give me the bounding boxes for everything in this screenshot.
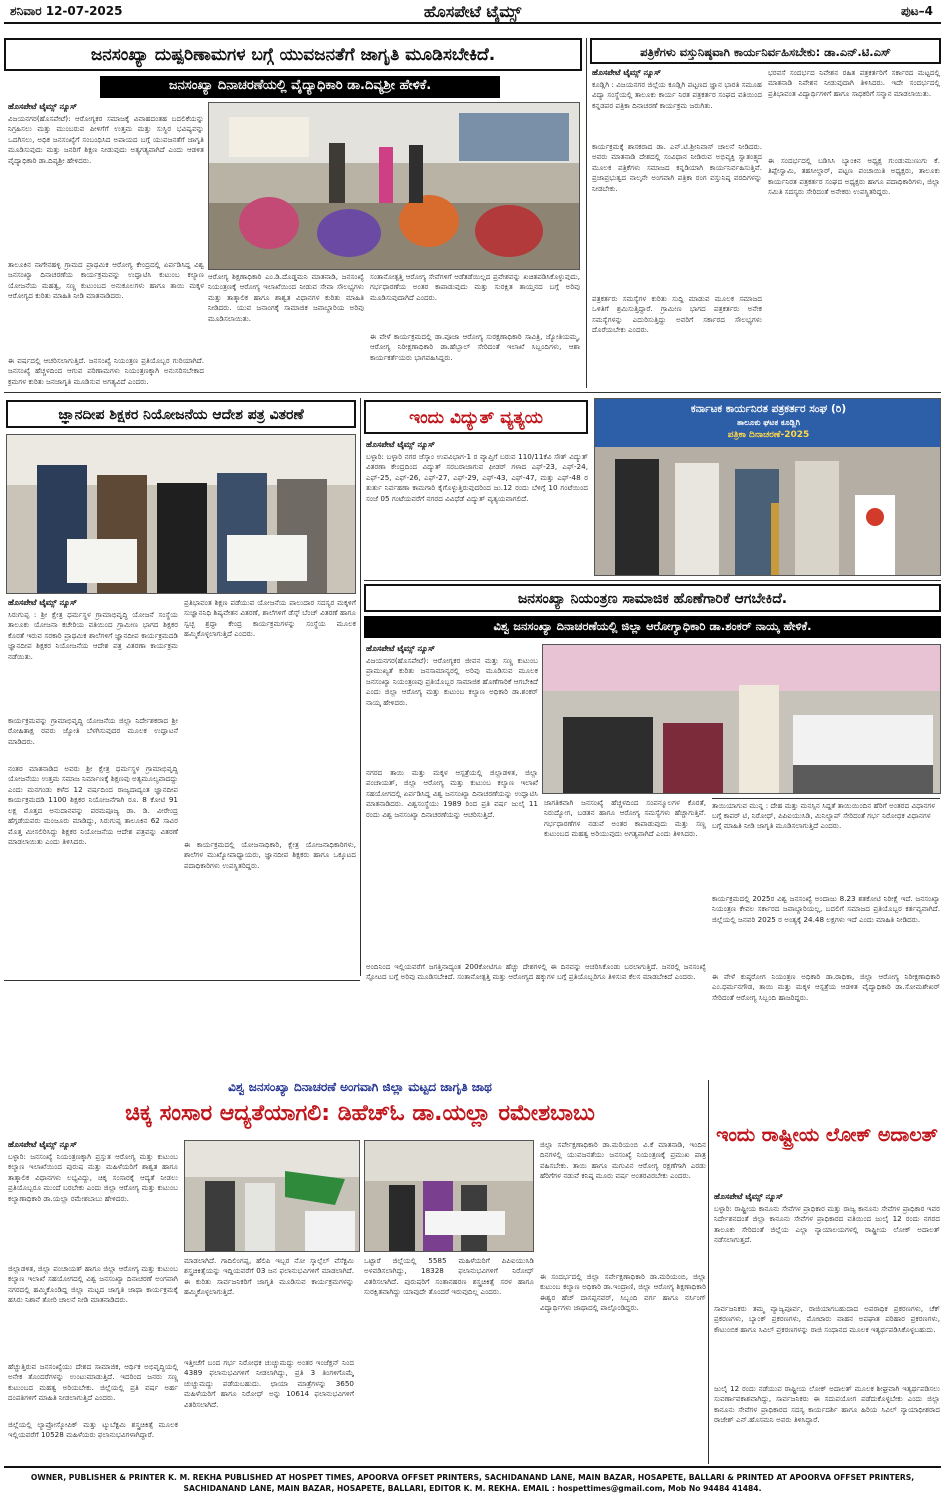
story6-paragraph: ಈ ಸಂದರ್ಭದಲ್ಲಿ ಜಿಲ್ಲಾ ಸರ್ವೇಕ್ಷಣಾಧಿಕಾರಿ ಡಾ.ಮರಿಯಂಬಿ, ಜಿಲ್ಲಾ ಕುಟುಂಬ ಕಲ್ಯಾಣ ಅಧಿಕಾರಿ ಡಾ.ಇಂದ್ರಾಣಿ, ಜಿಲ್ಲಾ ಆರೋಗ್ಯ ಶಿಕ್ಷಣಾಧಿಕಾರಿ ಈಶ್ವರ ಹೆಚ್ ದಾಸಪ್ಪನವರ್, ಸಿಬ್ಬಂದಿ ವರ್ಗ ಹಾಗೂ ನರ್ಸಿಂಗ್ ವಿದ್ಯಾರ್ಥಿಗಳು ಜಾಥಾದಲ್ಲಿ ಪಾಲ್ಗೊಂಡಿದ್ದರು. xyxy=(540,1272,706,1313)
column-rule xyxy=(360,398,361,976)
story2-paragraph: ಈ ಸಂದರ್ಭದಲ್ಲಿ ಬಡಿಸಿಸಿ ಬ್ಯಾಂಕಿನ ಅಧ್ಯಕ್ಷ ಗುಂಡುಮುಣುಗು ಕೆ. ತಿಪ್ಪೇಸ್ವಾಮಿ, ತಹಸೀಲ್ದಾರ್, ಪಟ್ಟಣ ಪಂಚಾಯಿತಿ ಅಧ್ಯಕ್ಷರು, ತಾಲೂಕು ಕಾರ್ಯನಿರತ ಪತ್ರಕರ್ತರ ಸಂಘದ ಅಧ್ಯಕ್ಷರು ಹಾಗೂ ಪದಾಧಿಕಾರಿಗಳು, ಜಿಲ್ಲಾ ಸಮಿತಿ ಸದಸ್ಯರು ಸೇರಿದಂತೆ ಅನೇಕರು ಉಪಸ್ಥಿತರಿದ್ದರು. xyxy=(768,156,940,197)
story3-paragraph: ನಂತರ ಮಾತನಾಡಿದ ಅವರು ಶ್ರೀ ಕ್ಷೇತ್ರ ಧರ್ಮಸ್ಥಳ ಗ್ರಾಮಾಭಿವೃದ್ಧಿ ಯೋಜನೆಯು ಉತ್ತಮ ಸಮಾಜ ನಿರ್ಮಾಣಕ್ಕೆ ಶಿಕ್ಷಣವು ಅತ್ಯಮೂಲ್ಯವಾದದ್ದು ಎಂದು ಮನಗಂಡು ಕಳೆದ 12 ವರ್ಷದಿಂದ ರಾಜ್ಯದಾದ್ಯಂತ ಜ್ಞಾನದೀಪ ಕಾರ್ಯಕ್ರಮದಡಿ 1100 ಶಿಕ್ಷಕರ ನಿಯೋಜನೆಗಾಗಿ ರೂ. 8 ಕೋಟಿ 91 ಲಕ್ಷ ಮೊತ್ತದ ಅನುದಾನವನ್ನು ಪರಮಪೂಜ್ಯ ಡಾ. ಡಿ. ವೀರೇಂದ್ರ ಹೆಗ್ಗಡೆಯವರು ಮಂಜೂರು ಮಾಡಿದ್ದು, ಸಿರುಗುಪ್ಪ ತಾಲೂಕಿನ 62 ಸಾವಿರ ಮೊತ್ತ ಮೀಸಲಿರಿಸಿದ್ದು ಶಿಕ್ಷಕರ ನಿಯೋಜನೆಯ ಆದೇಶ ಪತ್ರವನ್ನು ವಿತರಣೆ ಮಾಡಲಾಯಿತು ಎಂದು ತಿಳಿಸಿದರು. xyxy=(8,764,178,847)
journalists-day-photo xyxy=(594,398,941,576)
flag-off-photo xyxy=(185,1141,360,1252)
story3-byline: ಹೊಸಪೇಟೆ ಟೈಮ್ಸ್ ನ್ಯೂಸ್ xyxy=(8,598,77,607)
banner-line3: ಪತ್ರಿಕಾ ದಿನಾಚರಣೆ-2025 xyxy=(727,430,810,440)
story1-paragraph: ತಾಲೂಕಿನ ನಾಗೇನಹಳ್ಳಿ ಗ್ರಾಮದ ಪ್ರಾಥಮಿಕ ಆರೋಗ್ಯ ಕೇಂದ್ರದಲ್ಲಿ ಏರ್ಪಡಿಸಿದ್ದ ವಿಶ್ವ ಜನಸಂಖ್ಯಾ ದಿನಾಚರಣೆಯ ಕಾರ್ಯಕ್ರಮವನ್ನು ಉದ್ಘಾಟಿಸಿ ಕುಟುಂಬ ಕಲ್ಯಾಣ ಯೋಜನೆಯ ಮಹತ್ವ, ಸಣ್ಣ ಕುಟುಂಬದ ಅನುಕೂಲಗಳು ಹಾಗೂ ತಾಯಿ ಮಕ್ಕಳ ಆರೋಗ್ಯದ ಕುರಿತು ಮಾಹಿತಿ ನೀಡಿ ಮಾತನಾಡಿದರು. xyxy=(8,260,204,301)
health-awareness-meeting-photo xyxy=(209,103,580,270)
story6-paragraph: ಬಳ್ಳಾರಿ: ಜನಸಂಖ್ಯೆ ನಿಯಂತ್ರಣಕ್ಕಾಗಿ ಪ್ರಸ್ತುತ ಆರೋಗ್ಯ ಮತ್ತು ಕುಟುಂಬ ಕಲ್ಯಾಣ ಇಲಾಖೆಯಿಂದ ಪುರುಷ ಮತ್ತು ಮಹಿಳೆಯರಿಗೆ ಶಾಶ್ವತ ಹಾಗೂ ತಾತ್ಕಾಲಿಕ ವಿಧಾನಗಳು ಲಭ್ಯವಿದ್ದು, ಚಿಕ್ಕ ಸಂಸಾರಕ್ಕೆ ಆದ್ಯತೆ ನೀಡಲು ಪ್ರತಿಯೊಬ್ಬರೂ ಮುಂದೆ ಬರಬೇಕು ಎಂದು ಜಿಲ್ಲಾ ಆರೋಗ್ಯ ಮತ್ತು ಕುಟುಂಬ ಕಲ್ಯಾಣಾಧಿಕಾರಿ ಡಾ.ಯಲ್ಲಾ ರಮೇಶಬಾಬು ಹೇಳಿದರು. xyxy=(8,1152,178,1203)
banner-line2: ತಾಲೂಕು ಘಟಕ ಕೂಡ್ಲಿಗಿ xyxy=(737,418,800,427)
story5-paragraph: ಈ ವೇಳೆ ಕುಷ್ಠರೋಗ ನಿಯಂತ್ರಣ ಅಧಿಕಾರಿ ಡಾ.ರಾಧಿಕಾ, ಜಿಲ್ಲಾ ಆರೋಗ್ಯ ನಿರೀಕ್ಷಣಾಧಿಕಾರಿ ಎಂ.ಧರ್ಮನಗೌಡ, ತಾಯಿ ಮತ್ತು ಮಕ್ಕಳ ಆಸ್ಪತ್ರೆಯ ಆಡಳಿತ ವೈದ್ಯಾಧಿಕಾರಿ ಡಾ.ಸೋಮಶೇಖರ್ ಸೇರಿದಂತೆ ಆರೋಗ್ಯ ಸಿಬ್ಬಂದಿ ಹಾಜರಿದ್ದರು. xyxy=(712,972,940,1002)
story1-paragraph: ವಿಜಯನಗರ(ಹೊಸಪೇಟೆ): ಆರೋಗ್ಯಕರ ಸಮಾಜಕ್ಕೆ ವಿವಾಹದಂತಹ ಬದಲಿಕೆಯನ್ನು ನಿಗ್ರಹಿಸಲು ಮತ್ತು ಮುಂಬರುವ ಪೀಳಿಗೆಗೆ ಉತ್ತಮ ಮತ್ತು ಸುಸ್ಥಿರ ಭವಿಷ್ಯವನ್ನು ಒದಗಿಸಲು, ಅಧಿಕ ಜನಸಂಖ್ಯೆಗೆ ಸಂಬಂಧಿಸಿದ ಅಪಾಯದ ಬಗ್ಗೆ ಯುವಜನತೆಗೆ ಜಾಗೃತಿ ಮೂಡಿಸುವುದು ಮತ್ತು ಜನರಿಗೆ ಶಿಕ್ಷಣ ನೀಡುವುದು ಅತ್ಯಗತ್ಯವಾಗಿದೆ ಎಂದು ಆಡಳಿತ ವೈದ್ಯಾಧಿಕಾರಿ ಡಾ.ದಿವ್ಯಶ್ರೀ ಹೇಳಿದರು. xyxy=(8,114,204,165)
story1-photo xyxy=(208,102,580,270)
imprint-line1: OWNER, PUBLISHER & PRINTER K. M. REKHA PUBLISHED AT HOSPET TIMES, APOORVA OFFSET PRINTERS, SACHIDANAND LANE, MAIN BAZAR, HOSAPETE, BALLARI & PRINTED AT APOORVA OFFSET PRINTERS, xyxy=(30,1473,915,1482)
story5-headline: ಜನಸಂಖ್ಯಾ ನಿಯಂತ್ರಣ ಸಾಮಾಜಿಕ ಹೊಣೆಗಾರಿಕೆ ಆಗಬೇಕಿದೆ. xyxy=(364,584,941,612)
story2-headline: ಪತ್ರಿಕೆಗಳು ವಸ್ತುನಿಷ್ಠವಾಗಿ ಕಾರ್ಯನಿರ್ವಹಿಸಬೇಕು: ಡಾ.ಎನ್.ಟಿ.ಎಸ್ xyxy=(590,38,941,64)
story4-paragraph: ಬಳ್ಳಾರಿ: ಬಳ್ಳಾರಿ ನಗರ ಜೆಸ್ಕಾಂ ಉಪವಿಭಾಗ-1 ರ ವ್ಯಾಪ್ತಿಗೆ ಬರುವ 110/11ಕೆವಿ ಸೌತ್ ವಿದ್ಯುತ್ ವಿತರಣಾ ಕೇಂದ್ರದಿಂದ ವಿದ್ಯುತ್ ಸರಬರಾಜಾಗುವ ಫೀಡರ್ ಗಳಾದ ಎಫ್-23, ಎಫ್-24, ಎಫ್-25, ಎಫ್-26, ಎಫ್-27, ಎಫ್-29, ಎಫ್-43, ಎಫ್-47, ಮತ್ತು ಎಫ್-48 ರ ತುರ್ತು ನಿರ್ವಹಣಾ ಕಾಮಗಾರಿ ಕೈಗೊಳ್ಳುತ್ತಿರುವುದರಿಂದ ಜು.12 ರಂದು ಬೆಳಿಗ್ಗೆ 10 ಗಂಟೆಯಿಂದ ಸಂಜೆ 05 ಗಂಟೆಯವರೆಗೆ ನಗರದ ವಿವಿಧೆಡೆ ವಿದ್ಯುತ್ ವ್ಯತ್ಯಯವಾಗಲಿದೆ. xyxy=(366,452,588,503)
banner-line1: ಕರ್ನಾಟಕ ಕಾರ್ಯನಿರತ ಪತ್ರಕರ್ತರ ಸಂಘ (ರಿ) xyxy=(690,403,847,415)
story5-photo xyxy=(542,644,941,794)
story1-paragraph: ಈ ವರ್ಷದಲ್ಲಿ ಆಚರಿಸಲಾಗುತ್ತಿದೆ. ಜನಸಂಖ್ಯೆ ನಿಯಂತ್ರಣ ಪ್ರತಿಯೊಬ್ಬರ ಗುರಿಯಾಗಿದೆ. ಜನಸಂಖ್ಯೆ ಹೆಚ್ಚಳದಿಂದ ಆಗುವ ಪರಿಣಾಮಗಳು ನಿಯಂತ್ರಣಕ್ಕಾಗಿ ಅನುಸರಿಸಬೇಕಾದ ಕ್ರಮಗಳ ಕುರಿತು ಜನಜಾಗೃತಿ ಮೂಡಿಸುವ ಅಗತ್ಯವಿದೆ ಎಂದರು. xyxy=(8,356,204,386)
story6-paragraph: ಒಟ್ಟಾರೆ ಜಿಲ್ಲೆಯಲ್ಲಿ 5585 ಮಹಿಳೆಯರಿಗೆ ಪಿಪಿಐಯುಸಿಡಿ ಅಳವಡಿಸಲಾಗಿದ್ದು, 18328 ಫಲಾನುಭವಿಗಳಿಗೆ ನಿರೋಧ್ ವಿತರಿಸಲಾಗಿದೆ. ಪುರುಷರಿಗೆ ಸಂತಾನಹರಣ ಶಸ್ತ್ರಚಿಕಿತ್ಸೆ ಸರಳ ಹಾಗೂ ಸುರಕ್ಷಿತವಾಗಿದ್ದು ಯಾವುದೇ ತೊಂದರೆ ಇರುವುದಿಲ್ಲ ಎಂದರು. xyxy=(364,1256,534,1297)
imprint-line2: SACHIDANAND LANE, MAIN BAZAR, HOSAPETE, BALLARI, EDITOR K. M. REKHA. EMAIL : hospettimes@gmail.com, Mob No 94484 41484. xyxy=(183,1484,762,1494)
newspaper-title: ಹೊಸಪೇಟೆ ಟೈಮ್ಸ್ xyxy=(423,2,522,21)
page-number: ಪುಟ–4 xyxy=(901,4,933,18)
story1-byline: ಹೊಸಪೇಟೆ ಟೈಮ್ಸ್ ನ್ಯೂಸ್ xyxy=(8,102,77,111)
story7-paragraph: ಜುಲೈ 12 ರಂದು ನಡೆಯುವ ರಾಷ್ಟ್ರೀಯ ಲೋಕ್ ಅದಾಲತ್ ಮೂಲಕ ಶೀಘ್ರವಾಗಿ ಇತ್ಯರ್ಥಪಡಿಸಲು ಸುವರ್ಣಾವಕಾಶವಾಗಿದ್ದು, ಸಾರ್ವಜನಿಕರು ಈ ಸದುಪಯೋಗ ಪಡೆದುಕೊಳ್ಳಬೇಕು ಎಂದು ಜಿಲ್ಲಾ ಕಾನೂನು ಸೇವೆಗಳ ಪ್ರಾಧಿಕಾರದ ಸದಸ್ಯ ಕಾರ್ಯದರ್ಶಿ ಹಾಗೂ ಹಿರಿಯ ಸಿವಿಲ್ ನ್ಯಾಯಾಧೀಶರಾದ ರಾಜೇಶ್ ಎನ್.ಹೊಸಮನಿ ಅವರು ತಿಳಿಸಿದ್ದಾರೆ. xyxy=(714,1384,940,1425)
story4-byline: ಹೊಸಪೇಟೆ ಟೈಮ್ಸ್ ನ್ಯೂಸ್ xyxy=(366,440,435,449)
story2-paragraph: ಕೂಡ್ಲಿಗಿ : ವಿಜಯನಗರ ಜಿಲ್ಲೆಯ ಕೂಡ್ಲಿಗಿ ಪಟ್ಟಣದ ಜ್ಞಾನ ಭಾರತಿ ಸಮೂಹ ವಿದ್ಯಾ ಸಂಸ್ಥೆಯಲ್ಲಿ ತಾಲೂಕು ಕಾರ್ಯ ನಿರತ ಪತ್ರಕರ್ತರ ಸಂಘದ ವತಿಯಿಂದ ಕನ್ನಡಪರ ಪತ್ರಿಕಾ ದಿನಾಚರಣೆ ಕಾರ್ಯಕ್ರಮ ಜರುಗಿತು. xyxy=(592,80,762,110)
issue-date: ಶನಿವಾರ 12-07-2025 xyxy=(10,4,123,18)
story3-photo xyxy=(6,434,356,594)
story5-paragraph: ವಿಜಯನಗರ(ಹೊಸಪೇಟೆ): ಆರೋಗ್ಯಕರ ಜೀವನ ಮತ್ತು ಸಣ್ಣ ಕುಟುಂಬ ಪ್ರಾಮುಖ್ಯತೆ ಕುರಿತು ಜನಸಾಮಾನ್ಯರಲ್ಲಿ ಅರಿವು ಮೂಡಿಸುವ ಮೂಲಕ ಜನಸಂಖ್ಯಾ ನಿಯಂತ್ರಣವು ಪ್ರತಿಯೊಬ್ಬರ ಸಾಮಾಜಿಕ ಹೊಣೆಗಾರಿಕೆ ಆಗಬೇಕಿದೆ ಎಂದು ಜಿಲ್ಲಾ ಆರೋಗ್ಯ ಮತ್ತು ಕುಟುಂಬ ಕಲ್ಯಾಣ ಅಧಿಕಾರಿ ಡಾ.ಶಂಕರ್ ನಾಯ್ಕ ಹೇಳಿದರು. xyxy=(366,656,538,707)
story6-headline: ಚಿಕ್ಕ ಸಂಸಾರ ಆದ್ಯತೆಯಾಗಲಿ: ಡಿಹೆಚ್‌ಓ ಡಾ.ಯಲ್ಲಾ ರಮೇಶಬಾಬು xyxy=(125,1101,595,1126)
column-rule xyxy=(708,1080,709,1464)
imprint-footer xyxy=(4,1466,941,1500)
story6-paragraph: ಜಿಲ್ಲೆಯಲ್ಲಿ ಲ್ಯಾಪ್ರೋಸ್ಕೋಪಿಕ್ ಮತ್ತು ಟ್ಯುಬೆಕ್ಟಮಿ ಶಸ್ತ್ರಚಿಕಿತ್ಸೆ ಮೂಲಕ ಇಲ್ಲಿಯವರೆಗೆ 10528 ಮಹಿಳೆಯರು ಫಲಾನುಭವಿಗಳಾಗಿದ್ದಾರೆ. xyxy=(8,1420,178,1440)
story6-photo-right xyxy=(364,1140,534,1252)
story1-paragraph: ಆರೋಗ್ಯ ಶಿಕ್ಷಣಾಧಿಕಾರಿ ಎಂ.ಡಿ.ದೊಡ್ಡಮನಿ ಮಾತನಾಡಿ, ಜನಸಂಖ್ಯೆ ನಿಯಂತ್ರಣಕ್ಕೆ ಆರೋಗ್ಯ ಇಲಾಖೆಯಿಂದ ನೀಡುವ ಸೇವಾ ಸೌಲಭ್ಯಗಳು ಮತ್ತು ತಾತ್ಕಾಲಿಕ ಹಾಗೂ ಶಾಶ್ವತ ವಿಧಾನಗಳ ಕುರಿತು ಮಾಹಿತಿ ನೀಡಿದರು. ಯುವ ಜನಾಂಗಕ್ಕೆ ಸಾಮಾಜಿಕ ಜವಾಬ್ದಾರಿಯ ಅರಿವು ಮೂಡಿಸಲಾಯಿತು. xyxy=(208,272,364,323)
section-rule xyxy=(364,580,941,581)
story1-subhead: ಜನಸಂಖ್ಯಾ ದಿನಾಚರಣೆಯಲ್ಲಿ ವೈದ್ಯಾಧಿಕಾರಿ ಡಾ.ದಿವ್ಯಶ್ರೀ ಹೇಳಿಕೆ. xyxy=(100,76,500,98)
story5-byline: ಹೊಸಪೇಟೆ ಟೈಮ್ಸ್ ನ್ಯೂಸ್ xyxy=(366,644,435,653)
story5-paragraph: ಕಾರ್ಯಕ್ರಮದಲ್ಲಿ 2025ರ ವಿಶ್ವ ಜನಸಂಖ್ಯೆ ಅಂದಾಜು 8.23 ಶತಕೋಟಿ ನಿರೀಕ್ಷೆ ಇದೆ. ಜನಸಂಖ್ಯಾ ನಿಯಂತ್ರಣ ಕೇವಲ ಸರ್ಕಾರದ ಜವಾಬ್ದಾರಿಯಲ್ಲ, ಬದಲಿಗೆ ಸಮಾಜದ ಪ್ರತಿಯೊಬ್ಬರ ಕರ್ತವ್ಯವಾಗಿದೆ. ಜಿಲ್ಲೆಯಲ್ಲಿ ಜನವರಿ 2025 ರ ಅಂತ್ಯಕ್ಕೆ 24.48 ಲಕ್ಷಗಳು ಇದೆ ಎಂದು ಮಾಹಿತಿ ನೀಡಿದರು. xyxy=(712,894,940,924)
story3-paragraph: ಈ ಕಾರ್ಯಕ್ರಮದಲ್ಲಿ ಯೋಜನಾಧಿಕಾರಿ, ಕ್ಷೇತ್ರ ಯೋಜನಾಧಿಕಾರಿಗಳು, ಶಾಲೆಗಳ ಮುಖ್ಯೋಪಾಧ್ಯಾಯರು, ಜ್ಞಾನದೀಪ ಶಿಕ್ಷಕರು ಹಾಗೂ ಒಕ್ಕೂಟದ ಪದಾಧಿಕಾರಿಗಳು ಉಪಸ್ಥಿತರಿದ್ದರು. xyxy=(184,840,356,870)
story3-paragraph: ಪ್ರತಿಭಾವಂತ ಶಿಕ್ಷಣ ಪಡೆಯುವ ಯೋಜನೆಯ ಪಾಲುದಾರ ಸದಸ್ಯರ ಮಕ್ಕಳಿಗೆ ಸುಜ್ಞಾನನಿಧಿ ಶಿಷ್ಯವೇತನ ವಿತರಣೆ, ಶಾಲೆಗಳಿಗೆ ಡೆಸ್ಕ್ ಬೆಂಚ್ ವಿತರಣೆ ಹಾಗೂ ಸ್ವಚ್ಛ ಶ್ರದ್ಧಾ ಕೇಂದ್ರ ಕಾರ್ಯಕ್ರಮಗಳನ್ನು ಸಂಸ್ಥೆಯ ಮೂಲಕ ಹಮ್ಮಿಕೊಳ್ಳಲಾಗುತ್ತಿದೆ ಎಂದರು. xyxy=(184,598,356,639)
story1-headline: ಜನಸಂಖ್ಯಾ ದುಷ್ಪರಿಣಾಮಗಳ ಬಗ್ಗೆ ಯುವಜನತೆಗೆ ಜಾಗೃತಿ ಮೂಡಿಸಬೇಕಿದೆ. xyxy=(4,38,582,71)
story5-paragraph: ಜಾಗತಿಕವಾಗಿ ಜನಸಂಖ್ಯೆ ಹೆಚ್ಚಳದಿಂದ ಸಂಪನ್ಮೂಲಗಳ ಕೊರತೆ, ನಿರುದ್ಯೋಗ, ಬಡತನ ಹಾಗೂ ಆರೋಗ್ಯ ಸಮಸ್ಯೆಗಳು ಹೆಚ್ಚಾಗುತ್ತಿವೆ. ಗರ್ಭಧಾರಣೆಗಳ ನಡುವೆ ಅಂತರ ಕಾಪಾಡುವುದು ಮತ್ತು ಸಣ್ಣ ಕುಟುಂಬದ ಮಹತ್ವ ಅರಿಯುವುದು ಅಗತ್ಯವಾಗಿದೆ ಎಂದು ತಿಳಿಸಿದರು. xyxy=(544,798,706,839)
story3-headline: ಜ್ಞಾನದೀಪ ಶಿಕ್ಷಕರ ನಿಯೋಜನೆಯ ಆದೇಶ ಪತ್ರ ವಿತರಣೆ xyxy=(6,400,356,428)
story4-headline: ಇಂದು ವಿದ್ಯುತ್ ವ್ಯತ್ಯಯ xyxy=(364,400,588,434)
story2-byline: ಹೊಸಪೇಟೆ ಟೈಮ್ಸ್ ನ್ಯೂಸ್ xyxy=(592,68,661,77)
story3-paragraph: ಸಿರುಗುಪ್ಪ : ಶ್ರೀ ಕ್ಷೇತ್ರ ಧರ್ಮಸ್ಥಳ ಗ್ರಾಮಾಭಿವೃದ್ಧಿ ಯೋಜನೆ ಸಂಸ್ಥೆಯ ತಾಲೂಕು ಯೋಜನಾ ಕಚೇರಿಯ ವತಿಯಿಂದ ಗ್ರಾಮೀಣ ಭಾಗದ ಶಿಕ್ಷಕರ ಕೊರತೆ ಇರುವ ಸರಕಾರಿ ಪ್ರಾಥಮಿಕ ಶಾಲೆಗಳಿಗೆ ಜ್ಞಾನದೀಪ ಕಾರ್ಯಕ್ರಮದಡಿ ಜ್ಞಾನದೀಪ ಶಿಕ್ಷಕರ ನಿಯೋಜನೆಯ ಆದೇಶ ಪತ್ರ ವಿತರಣಾ ಕಾರ್ಯಕ್ರಮ ನಡೆಯಿತು. xyxy=(8,610,178,661)
masthead xyxy=(4,2,941,24)
story6-photo-left xyxy=(184,1140,360,1252)
story2-paragraph: ಭರವಸೆ ಸಂದರ್ಭದ ನಿವೇಶನ ರಹಿತ ಪತ್ರಕರ್ತರಿಗೆ ಸರ್ಕಾರದ ಮಟ್ಟದಲ್ಲಿ ಮಾತನಾಡಿ ನಿವೇಶನ ನೀಡುವುದಾಗಿ ತಿಳಿಸಿದರು. ಇದೇ ಸಂದರ್ಭದಲ್ಲಿ ಪ್ರತಿಭಾವಂತ ವಿದ್ಯಾರ್ಥಿಗಳಿಗೆ ಹಾಗೂ ಸಾಧಕರಿಗೆ ಸನ್ಮಾನ ಮಾಡಲಾಯಿತು. xyxy=(768,68,940,98)
story5-paragraph: ಅಂದಿನಿಂದ ಇಲ್ಲಿಯವರೆಗೆ ಜಗತ್ತಿನಾದ್ಯಂತ 200ಕೋಟಿಗೂ ಹೆಚ್ಚು ದೇಶಗಳಲ್ಲಿ ಈ ದಿನವನ್ನು ಆಚರಿಸಿಕೊಂಡು ಬರಲಾಗುತ್ತಿದೆ. ಜನರಲ್ಲಿ ಜನಸಂಖ್ಯೆ ಸ್ಪೋಟದ ಬಗ್ಗೆ ಅರಿವು ಮೂಡಿಸಬೇಕಿದೆ. ಸಂತಾನೋತ್ಪತ್ತಿ ಮತ್ತು ಆರೋಗ್ಯದ ಹಕ್ಕುಗಳ ಬಗ್ಗೆ ಪ್ರತಿಯೊಬ್ಬರಿಗೂ ತಿಳಿಸುವ ಕೆಲಸ ಮಾಡಬೇಕಿದೆ ಎಂದರು. xyxy=(366,962,706,982)
story6-kicker: ವಿಶ್ವ ಜನಸಂಖ್ಯಾ ದಿನಾಚರಣೆ ಅಂಗವಾಗಿ ಜಿಲ್ಲಾ ಮಟ್ಟದ ಜಾಗೃತಿ ಜಾಥ xyxy=(228,1080,492,1094)
story1-paragraph: ಸಂತಾನೋತ್ಪತ್ತಿ ಆರೋಗ್ಯ ಸೇವೆಗಳಿಗೆ ಆಡೆತಡೆಯಿಲ್ಲದ ಪ್ರವೇಶವನ್ನು ಖಚಿತಪಡಿಸಿಕೊಳ್ಳುವುದು, ಗರ್ಭಧಾರಣೆಯ ಅಂತರ ಕಾಪಾಡುವುದು ಮತ್ತು ಸುರಕ್ಷಿತ ತಾಯ್ತನದ ಬಗ್ಗೆ ಅರಿವು ಮೂಡಿಸುವುದಾಗಿದೆ ಎಂದರು. xyxy=(370,272,580,302)
section-rule xyxy=(4,980,360,981)
story5-paragraph: ನಗರದ ತಾಯಿ ಮತ್ತು ಮಕ್ಕಳ ಆಸ್ಪತ್ರೆಯಲ್ಲಿ ಜಿಲ್ಲಾಡಳಿತ, ಜಿಲ್ಲಾ ಪಂಚಾಯತ್, ಜಿಲ್ಲಾ ಆರೋಗ್ಯ ಮತ್ತು ಕುಟುಂಬ ಕಲ್ಯಾಣ ಇಲಾಖೆ ಸಹಯೋಗದಲ್ಲಿ ಏರ್ಪಡಿಸಿದ್ದ ವಿಶ್ವ ಜನಸಂಖ್ಯಾ ದಿನಾಚರಣೆಯನ್ನು ಉದ್ಘಾಟಿಸಿ ಮಾತನಾಡಿದರು. ವಿಶ್ವಸಂಸ್ಥೆಯು 1989 ರಿಂದ ಪ್ರತಿ ವರ್ಷ ಜುಲೈ 11 ರಂದು ವಿಶ್ವ ಜನಸಂಖ್ಯಾ ದಿನಾಚರಣೆಯನ್ನು ಆಚರಿಸುತ್ತಿದೆ. xyxy=(366,768,538,819)
story6-paragraph: ಮಾಡಲಾಗಿದೆ. ಗಾದಿಲಿಂಗಪ್ಪ, ಹೆಲಿಪಿ ಇಬ್ಬರ ನೋ ಸ್ಕಾಲ್ಪೆಲ್ ವೆಸೆಕ್ಟಮಿ ಶಸ್ತ್ರಚಿಕಿತ್ಸೆಯನ್ನು ಇದ್ದಿಯವರೆಗೆ 03 ಜನ ಫಲಾನುಭವಿಗಳಿಗೆ ಮಾಡಲಾಗಿದೆ. ಈ ಕುರಿತು ಸಾರ್ವಜನಿಕರಿಗೆ ಜಾಗೃತಿ ಮೂಡಿಸುವ ಕಾರ್ಯಕ್ರಮಗಳನ್ನು ಹಮ್ಮಿಕೊಳ್ಳಲಾಗುತ್ತಿದೆ. xyxy=(184,1256,354,1297)
story2-paragraph: ಪತ್ರಕರ್ತರು ಸಮಸ್ಯೆಗಳ ಕುರಿತು ಸುದ್ದಿ ಮಾಡುವ ಮೂಲಕ ಸಮಾಜದ ಒಳಿತಿಗೆ ಶ್ರಮಿಸುತ್ತಿದ್ದಾರೆ. ಗ್ರಾಮೀಣ ಭಾಗದ ಪತ್ರಕರ್ತರು ಅನೇಕ ಸಮಸ್ಯೆಗಳನ್ನು ಎದುರಿಸುತ್ತಿದ್ದು ಅವರಿಗೆ ಸರ್ಕಾರದ ಸೌಲಭ್ಯಗಳು ದೊರೆಯಬೇಕು ಎಂದರು. xyxy=(592,294,762,335)
story6-paragraph: ಜಿಲ್ಲಾಡಳಿತ, ಜಿಲ್ಲಾ ಪಂಚಾಯತ್ ಹಾಗೂ ಜಿಲ್ಲಾ ಆರೋಗ್ಯ ಮತ್ತು ಕುಟುಂಬ ಕಲ್ಯಾಣ ಇಲಾಖೆ ಸಹಯೋಗದಲ್ಲಿ ವಿಶ್ವ ಜನಸಂಖ್ಯಾ ದಿನಾಚರಣೆ ಅಂಗವಾಗಿ ನಗರದಲ್ಲಿ ಹಮ್ಮಿಕೊಂಡಿದ್ದ ಜಿಲ್ಲಾ ಮಟ್ಟದ ಜಾಗೃತಿ ಜಾಥಾ ಕಾರ್ಯಕ್ರಮಕ್ಕೆ ಹಸಿರು ನಿಶಾನೆ ತೋರಿ ಚಾಲನೆ ನೀಡಿ ಮಾತನಾಡಿದರು. xyxy=(8,1264,178,1305)
teacher-appointment-photo xyxy=(7,435,356,594)
column-rule xyxy=(586,38,587,388)
story3-paragraph: ಕಾರ್ಯಕ್ರಮವನ್ನು ಗ್ರಾಮಾಭಿವೃದ್ಧಿ ಯೋಜನೆಯ ಜಿಲ್ಲಾ ನಿರ್ದೇಶಕರಾದ ಶ್ರೀ ರೋಹಿತಾಕ್ಷ ರವರು ಜ್ಯೋತಿ ಬೆಳಗಿಸುವುದರ ಮೂಲಕ ಉದ್ಘಾಟನೆ ಮಾಡಿದರು. xyxy=(8,716,178,746)
story2-paragraph: ಕಾರ್ಯಕ್ರಮಕ್ಕೆ ಶಾಸಕರಾದ ಡಾ. ಎನ್.ಟಿ.ಶ್ರೀನಿವಾಸ್ ಚಾಲನೆ ನೀಡಿದರು. ಅವರು ಮಾತನಾಡಿ ದೇಶದಲ್ಲಿ ಸಂವಿಧಾನ ನೀಡಿರುವ ಅಭಿವ್ಯಕ್ತಿ ಸ್ವಾತಂತ್ರ್ಯದ ಮೂಲಕ ಪತ್ರಿಕೆಗಳು ಸಮಾಜದ ಕನ್ನಡಿಯಾಗಿ ಕಾರ್ಯನಿರ್ವಹಿಸುತ್ತಿವೆ. ಪ್ರಜಾಪ್ರಭುತ್ವದ ನಾಲ್ಕನೇ ಅಂಗವಾಗಿ ಪತ್ರಿಕಾ ರಂಗ ವಸ್ತುನಿಷ್ಠ ವರದಿಗಳನ್ನು ನೀಡಬೇಕು. xyxy=(592,142,762,193)
story1-paragraph: ಈ ವೇಳೆ ಕಾರ್ಯಕ್ರಮದಲ್ಲಿ ಡಾ.ಪೂಜಾ ಆರೋಗ್ಯ ಸುರಕ್ಷಣಾಧಿಕಾರಿ ಸಾವಿತ್ರಿ, ಜ್ಯೋತಿಯಮ್ಮ, ಆರೋಗ್ಯ ನಿರೀಕ್ಷಣಾಧಿಕಾರಿ ಡಾ.ಹೆಬ್ಬಾಲ್ ಸೇರಿದಂತೆ ಇಲಾಖೆ ಸಿಬ್ಬಂದಿಗಳು, ಆಶಾ ಕಾರ್ಯಕರ್ತೆಯರು ಭಾಗವಹಿಸಿದ್ದರು. xyxy=(370,332,580,362)
story5-subhead: ವಿಶ್ವ ಜನಸಂಖ್ಯಾ ದಿನಾಚರಣೆಯಲ್ಲಿ ಜಿಲ್ಲಾ ಆರೋಗ್ಯಾಧಿಕಾರಿ ಡಾ.ಶಂಕರ್ ನಾಯ್ಕ ಹೇಳಿಕೆ. xyxy=(364,616,941,638)
story7-headline: ಇಂದು ರಾಷ್ಟ್ರೀಯ ಲೋಕ್ ಅದಾಲತ್ xyxy=(716,1124,938,1146)
section-rule xyxy=(4,392,941,393)
awareness-rally-photo xyxy=(365,1141,534,1252)
story7-paragraph: ಸಾರ್ವಜನಿಕರು ತಮ್ಮ ವ್ಯಾಜ್ಯಪೂರ್ವ, ರಾಜಿಯಾಗಬಹುದಾದ ಅಪರಾಧಿಕ ಪ್ರಕರಣಗಳು, ಚೆಕ್ ಪ್ರಕರಣಗಳು, ಬ್ಯಾಂಕ್ ಪ್ರಕರಣಗಳು, ಮೋಟಾರು ವಾಹನ ಅಪಘಾತ ಪರಿಹಾರ ಪ್ರಕರಣಗಳು, ಕೌಟುಂಬಿಕ ಹಾಗೂ ಸಿವಿಲ್ ಪ್ರಕರಣಗಳನ್ನು ರಾಜಿ ಸಂಧಾನದ ಮೂಲಕ ಇತ್ಯರ್ಥಪಡಿಸಿಕೊಳ್ಳಬಹುದು. xyxy=(714,1304,940,1334)
story6-paragraph: ಹೆಚ್ಚುತ್ತಿರುವ ಜನಸಂಖ್ಯೆಯು ದೇಶದ ಸಾಮಾಜಿಕ, ಆರ್ಥಿಕ ಅಭಿವೃದ್ಧಿಯಲ್ಲಿ ಅನೇಕ ತೊಂದರೆಗಳನ್ನು ಉಂಟುಮಾಡುತ್ತಿದೆ. ಇದರಿಂದ ಜನರು ಸಣ್ಣ ಕುಟುಂಬದ ಮಹತ್ವ ಅರಿಯಬೇಕು. ಜಿಲ್ಲೆಯಲ್ಲಿ ಪ್ರತಿ ವರ್ಷ ಅರ್ಹ ದಂಪತಿಗಳಿಗೆ ಮಾಹಿತಿ ನೀಡಲಾಗುತ್ತಿದೆ ಎಂದರು. xyxy=(8,1362,178,1403)
story6-paragraph: ಜಿಲ್ಲಾ ಸರ್ವೇಕ್ಷಣಾಧಿಕಾರಿ ಡಾ.ಮರಿಯಂಬಿ ವಿ.ಕೆ ಮಾತನಾಡಿ, ಇಂದಿನ ದಿನಗಳಲ್ಲಿ ಯುವಜನತೆಯು ಜನಸಂಖ್ಯೆ ನಿಯಂತ್ರಣಕ್ಕೆ ಪ್ರಮುಖ ಪಾತ್ರ ವಹಿಸಬೇಕು. ತಾಯಿ ಹಾಗೂ ಮಗುವಿನ ಆರೋಗ್ಯ ರಕ್ಷಣೆಗಾಗಿ ಎರಡು ಹೆರಿಗೆಗಳ ನಡುವೆ ಕನಿಷ್ಠ ಮೂರು ವರ್ಷ ಅಂತರವಿರಬೇಕು ಎಂದರು. xyxy=(540,1140,706,1181)
story5-photo-caption: ತಾಯಿಯಾಗುವ ಮುನ್ನ : ದೇಹ ಮತ್ತು ಮನಸ್ಸಿನ ಸಿದ್ದತೆ ತಾಯಿಯಿಂದಿನ ಹೆರಿಗೆ ಅಂತರದ ವಿಧಾನಗಳ ಬಗ್ಗೆ ಕಾಪರ್ ಟಿ, ನಿರೋಧ್, ಪಿಪಿಐಯುಸಿಡಿ, ಮಿನಿಲ್ಯಾಪ್ ಸೇರಿದಂತೆ ಗರ್ಭ ನಿರೋಧಕ ವಿಧಾನಗಳ ಬಗ್ಗೆ ಮಾಹಿತಿ ನೀಡಿ ಜಾಗೃತಿ ಮೂಡಿಸಲಾಗುತ್ತಿದೆ ಎಂದರು. xyxy=(712,798,940,890)
story6-byline: ಹೊಸಪೇಟೆ ಟೈಮ್ಸ್ ನ್ಯೂಸ್ xyxy=(8,1140,77,1149)
population-day-stage-photo xyxy=(543,645,941,794)
story7-paragraph: ಬಳ್ಳಾರಿ: ರಾಷ್ಟ್ರೀಯ ಕಾನೂನು ಸೇವೆಗಳ ಪ್ರಾಧಿಕಾರ ಮತ್ತು ರಾಜ್ಯ ಕಾನೂನು ಸೇವೆಗಳ ಪ್ರಾಧಿಕಾರ ಇವರ ನಿರ್ದೇಶನದಂತೆ ಜಿಲ್ಲಾ ಕಾನೂನು ಸೇವೆಗಳ ಪ್ರಾಧಿಕಾರದ ವತಿಯಿಂದ ಜುಲೈ 12 ರಂದು ನಗರದ ತಾಲೂಕು ಸೇರಿದಂತೆ ಜಿಲ್ಲೆಯ ಎಲ್ಲಾ ನ್ಯಾಯಾಲಯಗಳಲ್ಲಿ ರಾಷ್ಟ್ರೀಯ ಲೋಕ್ ಅದಾಲತ್ ನಡೆಸಲಾಗುತ್ತದೆ. xyxy=(714,1204,940,1245)
story7-byline: ಹೊಸಪೇಟೆ ಟೈಮ್ಸ್ ನ್ಯೂಸ್ xyxy=(714,1192,783,1201)
story6-paragraph: ಇತ್ತೀಚೆಗೆ ಬಂದ ಗರ್ಭ ನಿರೋಧಕ ಚುಚ್ಚುಮದ್ದು ಅಂತರ ಇಂಜೆಕ್ಷನ್ ನಿಂದ 4389 ಫಲಾನುಭವಿಗಳಿಗೆ ನೀಡಲಾಗಿದ್ದು, ಪ್ರತಿ 3 ತಿಂಗಳಿಗೊಮ್ಮೆ ಚುಚ್ಚುಮದ್ದು ಪಡೆಯಬಹುದು. ಛಾಯಾ ಮಾತ್ರೆಗಳನ್ನು 3650 ಮಹಿಳೆಯರಿಗೆ ಹಾಗೂ ನಿರೋಧ್ ಅನ್ನು 10614 ಫಲಾನುಭವಿಗಳಿಗೆ ವಿತರಿಸಲಾಗಿದೆ. xyxy=(184,1358,354,1409)
